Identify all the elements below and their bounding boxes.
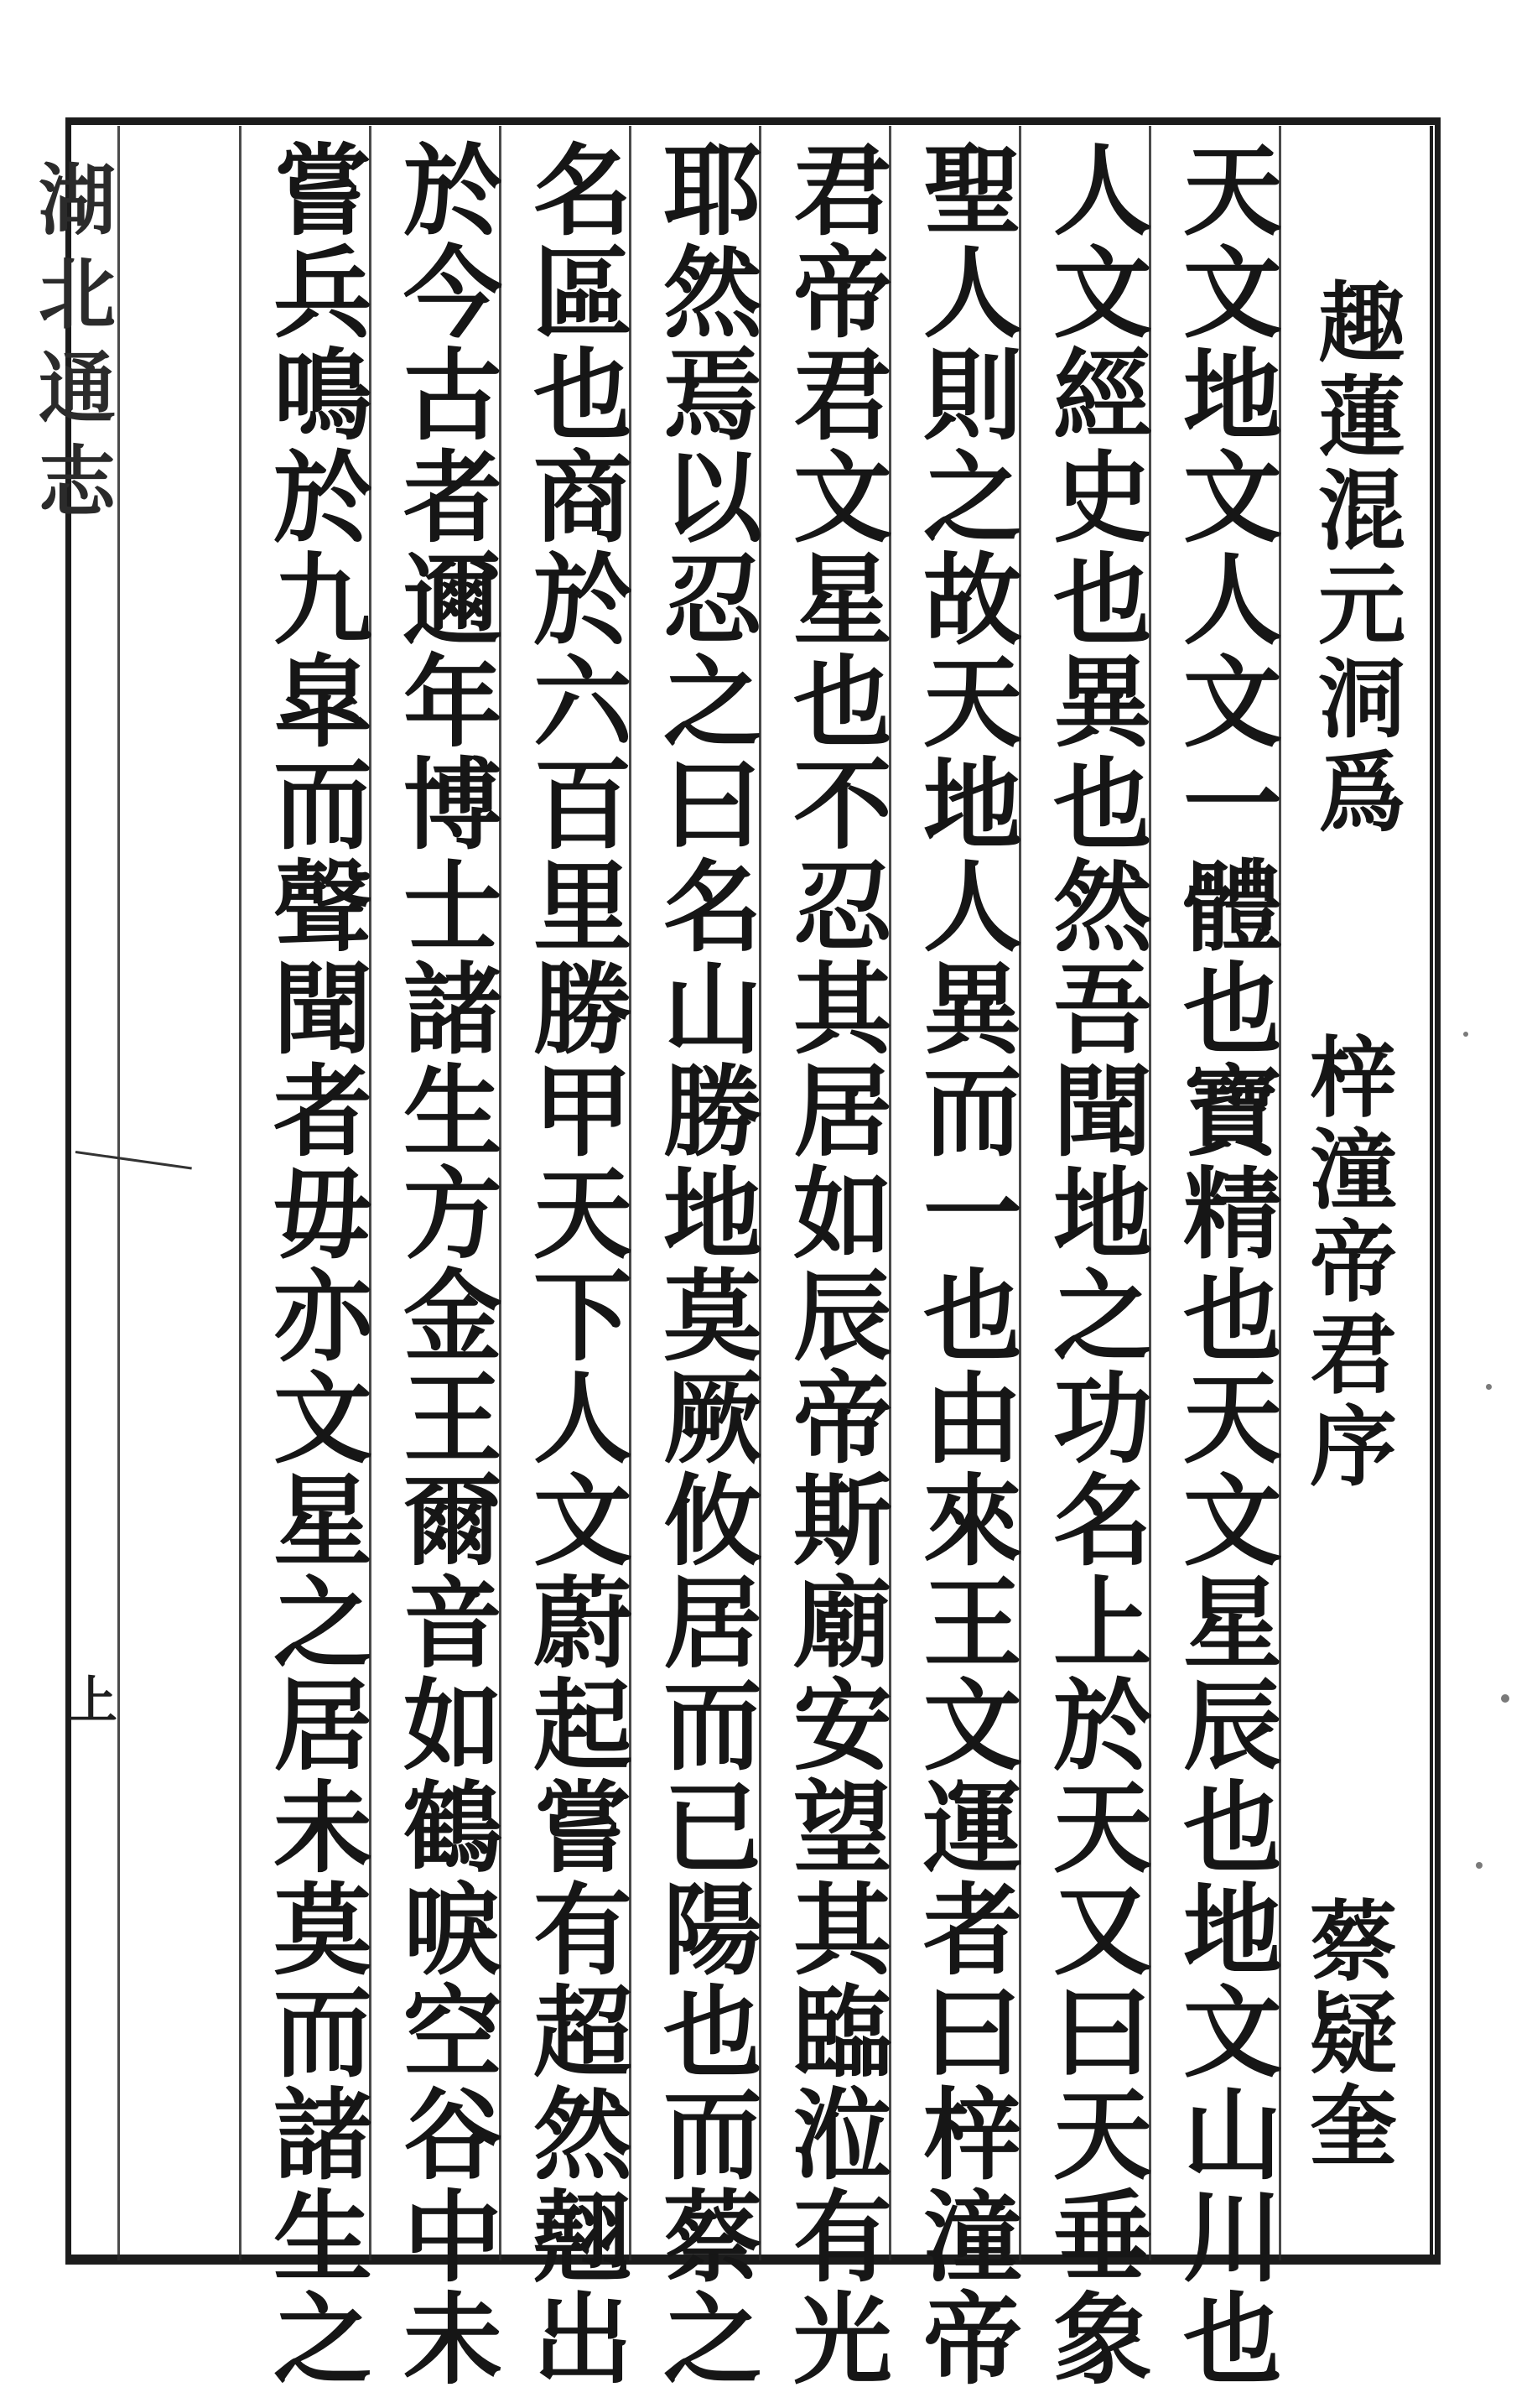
text-column-8: 嘗兵鳴於九皐而聲聞者毋亦文星之居未莫而諸生之 (257, 138, 373, 2390)
text-column-title: 趣蓮混元洞爲 (1303, 277, 1406, 840)
border-rule-right (1430, 126, 1433, 2256)
text-column-6: 名區也商於六百里勝甲天下人文蔚起嘗有超然翹出 (517, 138, 633, 2390)
text-column-1: 天文地文人文一體也寶精也天文星辰也地文山川也 (1166, 138, 1283, 2390)
text-column-author: 梓潼帝君序 (1295, 1032, 1398, 1493)
text-column-signature: 蔡疑奎 (1295, 1896, 1398, 2172)
ink-speckle (1501, 1694, 1509, 1703)
text-column-5: 耶然焉以忍之曰名山勝地莫厥攸居而已陽也而蔡之 (647, 138, 763, 2390)
ink-speckle (1463, 1032, 1468, 1037)
page-marker: 上 (67, 1672, 117, 1730)
text-column-3: 聖人則之故天地人異而一也由來王文運者曰梓潼帝 (906, 138, 1023, 2390)
ink-speckle (1486, 1384, 1492, 1390)
text-column-7: 於今古者邇年博士諸生方金王爾音如鶴唳空谷中未 (387, 138, 503, 2390)
ink-speckle (1476, 1862, 1483, 1869)
text-column-4: 君帝君文星也不忍其居如辰帝斯廟安望其臨涖有光 (776, 138, 893, 2390)
margin-column: 湖北通志 (26, 159, 117, 535)
text-column-2: 人文經史也異也然吾聞地之功名上於天又曰天垂象 (1036, 138, 1153, 2390)
column-rule (239, 126, 241, 2260)
